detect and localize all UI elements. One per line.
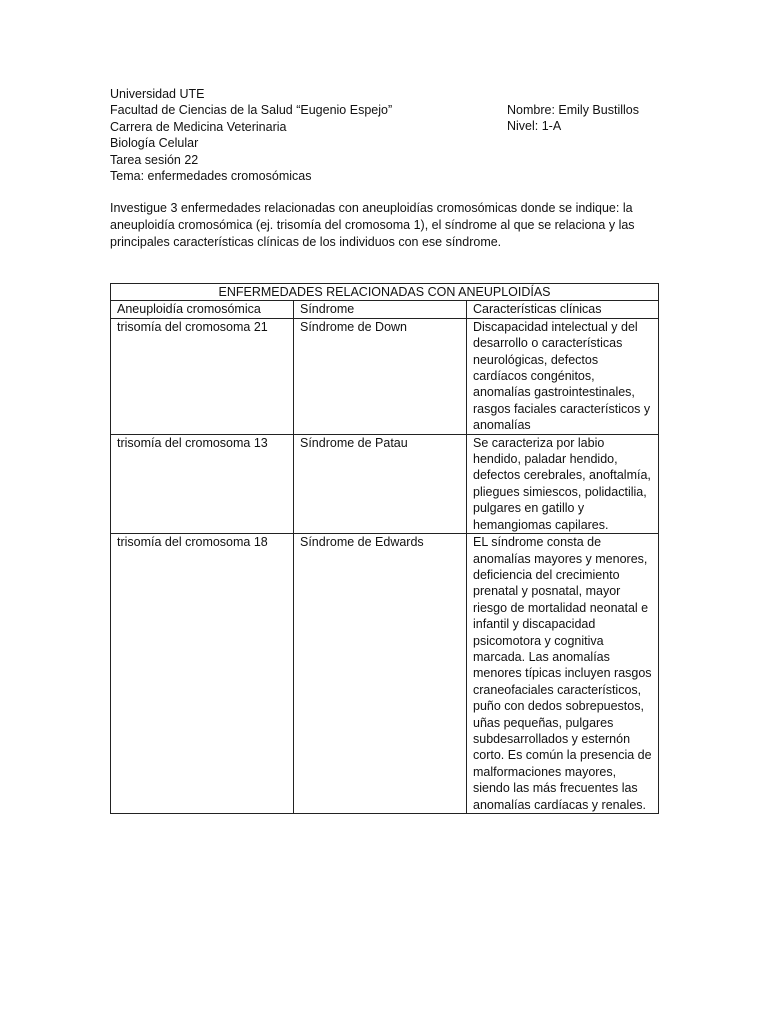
assignment-line: Tarea sesión 22 bbox=[110, 152, 199, 167]
table-row bbox=[111, 434, 659, 533]
cell-syndrome: Síndrome de Down bbox=[294, 318, 467, 434]
cell-syndrome: Síndrome de Patau bbox=[294, 434, 467, 533]
career-line: Carrera de Medicina Veterinaria bbox=[110, 119, 287, 134]
subject-line: Biología Celular bbox=[110, 136, 199, 151]
cell-aneuploidy: trisomía del cromosoma 18 bbox=[111, 534, 294, 814]
column-header-syndrome: Síndrome bbox=[294, 301, 467, 318]
student-name: Nombre: Emily Bustillos bbox=[507, 103, 639, 117]
aneuploidy-table bbox=[110, 283, 659, 814]
column-header-aneuploidy: Aneuploidía cromosómica bbox=[111, 301, 294, 318]
cell-syndrome: Síndrome de Edwards bbox=[294, 534, 467, 814]
table-row bbox=[111, 534, 659, 814]
header-left-block bbox=[110, 86, 500, 184]
table-title-row bbox=[111, 284, 659, 301]
cell-features: Discapacidad intelectual y del desarrollo o características neurológicas, defectos cardíacos congénitos, anomalías gastrointestinales, rasgos faciales característicos y anomalías bbox=[467, 318, 659, 434]
university-line: Universidad UTE bbox=[110, 87, 205, 101]
table-title: ENFERMEDADES RELACIONADAS CON ANEUPLOIDÍAS bbox=[111, 284, 659, 301]
instructions-paragraph: Investigue 3 enfermedades relacionadas con aneuploidías cromosómicas donde se indique: la aneuploidía cromosómica (ej. trisomía del cromosoma 1), el síndrome al que se relaciona y las principales características clínicas de los individuos con ese síndrome. bbox=[110, 201, 635, 249]
column-header-features: Características clínicas bbox=[467, 301, 659, 318]
header-right-block bbox=[507, 102, 707, 135]
cell-aneuploidy: trisomía del cromosoma 21 bbox=[111, 318, 294, 434]
cell-aneuploidy: trisomía del cromosoma 13 bbox=[111, 434, 294, 533]
table-row bbox=[111, 318, 659, 434]
cell-features: Se caracteriza por labio hendido, paladar hendido, defectos cerebrales, anoftalmía, pliegues simiescos, polidactilia, pulgares en gatillo y hemangiomas capilares. bbox=[467, 434, 659, 533]
table-header-row bbox=[111, 301, 659, 318]
faculty-line: Facultad de Ciencias de la Salud “Eugenio Espejo” bbox=[110, 103, 393, 118]
student-level: Nivel: 1-A bbox=[507, 119, 562, 134]
cell-features: EL síndrome consta de anomalías mayores y menores, deficiencia del crecimiento prenatal y posnatal, mayor riesgo de mortalidad neonatal e infantil y discapacidad psicomotora y cognitiva marcada. Las anomalías menores típicas incluyen rasgos craneofaciales característicos, puño con dedos sobrepuestos, uñas pequeñas, pulgares subdesarrollados y esternón corto. Es común la presencia de malformaciones mayores, siendo las más frecuentes las anomalías cardíacas y renales. bbox=[467, 534, 659, 814]
topic-line: Tema: enfermedades cromosómicas bbox=[110, 169, 312, 184]
